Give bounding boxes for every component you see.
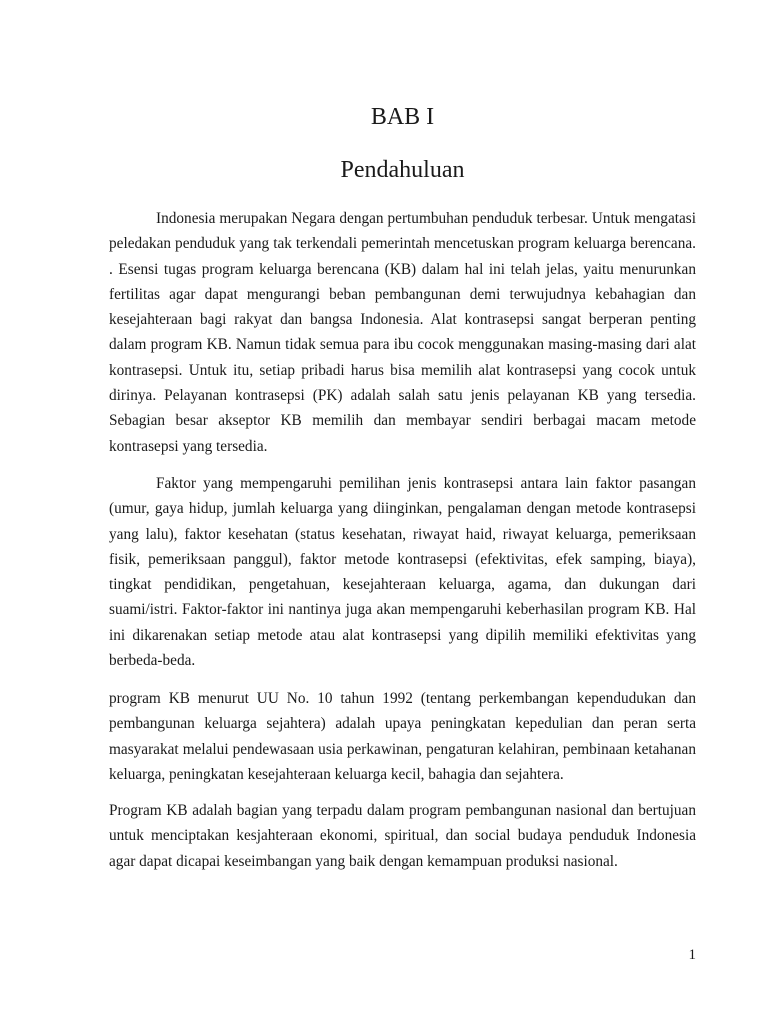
paragraph-factors: Faktor yang mempengaruhi pemilihan jenis kontrasepsi antara lain faktor pasangan (umur, gaya hidup, jumlah keluarga yang diinginkan, pengalaman dengan metode kontrasepsi yang lalu), faktor kesehatan (status kesehatan, riwayat haid, riwayat keluarga, pemeriksaan fisik, pemeriksaan panggul), faktor metode kontrasepsi (efektivitas, efek samping, biaya), tingkat pendidikan, pengetahuan, kesejahteraan keluarga, agama, dan dukungan dari suami/istri. Faktor-faktor ini nantinya juga akan mempengaruhi keberhasilan program KB. Hal ini dikarenakan setiap metode atau alat kontrasepsi yang dipilih memiliki efektivitas yang berbeda-beda. <box>109 475 696 670</box>
page-number: 1 <box>688 947 696 963</box>
paragraph-program-goal: Program KB adalah bagian yang terpadu dalam program pembangunan nasional dan bertujuan untuk menciptakan kesjahteraan ekonomi, spiritual, dan social budaya penduduk Indonesia agar dapat dicapai keseimbangan yang baik dengan kemampuan produksi nasional. <box>109 802 696 870</box>
paragraph-intro: Indonesia merupakan Negara dengan pertumbuhan penduduk terbesar. Untuk mengatasi peledakan penduduk yang tak terkendali pemerintah mencetuskan program keluarga berencana. . Esensi tugas program keluarga berencana (KB) dalam hal ini telah jelas, yaitu menurunkan fertilitas agar dapat mengurangi beban pembangunan demi terwujudnya kebahagian dan kesejahteraan bagi rakyat dan bangsa Indonesia. Alat kontrasepsi sangat berperan penting dalam program KB. Namun tidak semua para ibu cocok menggunakan masing-masing dari alat kontrasepsi. Untuk itu, setiap pribadi harus bisa memilih alat kontrasepsi yang cocok untuk dirinya. Pelayanan kontrasepsi (PK) adalah salah satu jenis pelayanan KB yang tersedia. Sebagian besar akseptor KB memilih dan membayar sendiri berbagai macam metode kontrasepsi yang tersedia. <box>109 210 696 455</box>
chapter-title: Pendahuluan <box>340 157 465 183</box>
paragraph-law-definition: program KB menurut UU No. 10 tahun 1992 (tentang perkembangan kependudukan dan pembangunan keluarga sejahtera) adalah upaya peningkatan kepedulian dan peran serta masyarakat melalui pendewasaan usia perkawinan, pengaturan kelahiran, pembinaan ketahanan keluarga, peningkatan kesejahteraan keluarga kecil, bahagia dan sejahtera. <box>109 690 696 783</box>
chapter-label: BAB I <box>370 104 435 130</box>
